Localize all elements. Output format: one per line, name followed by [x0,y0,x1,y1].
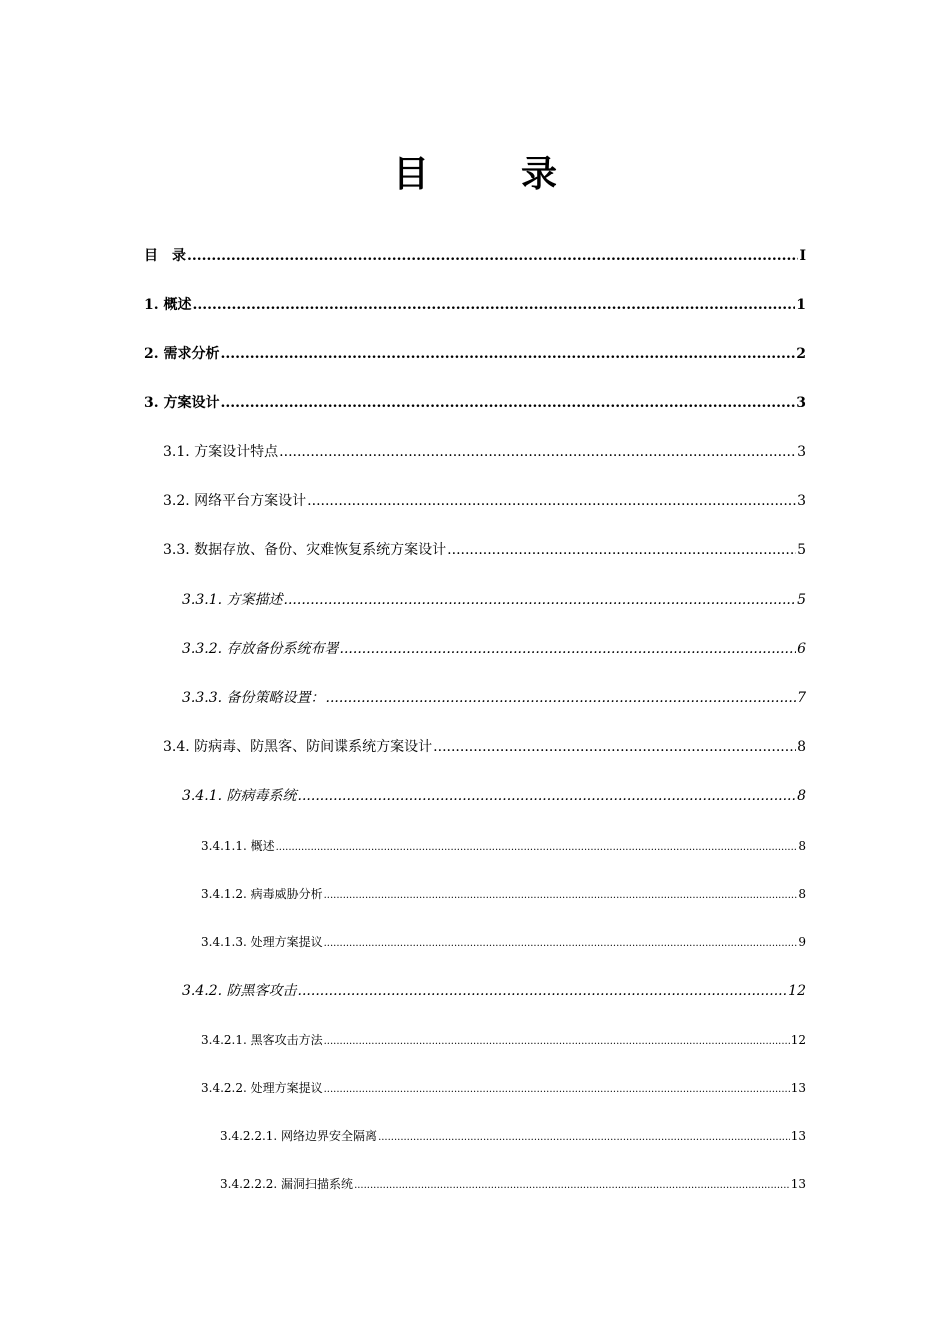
toc-entry-label: 3.1. 方案设计特点 [163,444,279,460]
toc-leader-dots [193,295,796,315]
toc-leader-dots [324,1033,790,1049]
toc-entry-label: 3.4. 防病毒、防黑客、防间谍系统方案设计 [163,739,433,755]
toc-entry-label: 1. 概述 [144,297,192,313]
toc-leader-dots [279,442,796,462]
toc-entry[interactable] [163,540,806,560]
toc-entry[interactable] [201,1031,806,1049]
toc-leader-dots [221,393,796,413]
toc-leader-dots [447,540,796,560]
toc-entry-label: 目 录 [144,248,186,264]
toc-entry-label: 3.4.1.1. 概述 [201,839,275,853]
toc-entry-label: 3.3.1. 方案描述 [182,592,283,608]
toc-entry[interactable] [182,786,806,806]
toc-leader-dots [326,688,797,708]
toc-entry[interactable] [144,344,806,364]
toc-entry[interactable] [163,737,806,757]
toc-entry-page: 3 [796,395,806,411]
toc-entry-label: 3.4.2. 防黑客攻击 [182,983,297,999]
toc-entry[interactable] [144,393,806,413]
toc-entry[interactable] [201,837,806,855]
toc-title: 目 录 [392,153,585,195]
toc-entry-label: 3.4.1. 防病毒系统 [182,788,297,804]
toc-entry-label: 3.4.2.1. 黑客攻击方法 [201,1033,323,1047]
toc-entry-page: 8 [798,887,806,901]
toc-entry-label: 3.4.2.2.1. 网络边界安全隔离 [220,1129,378,1143]
toc-entry-page: 7 [797,690,806,706]
toc-leader-dots [354,1177,790,1193]
toc-leader-dots [221,344,796,364]
toc-leader-dots [324,935,798,951]
toc-entry-page: I [799,248,806,264]
toc-leader-dots [324,1081,790,1097]
toc-entry-page: 9 [798,935,806,949]
toc-entry-label: 3.2. 网络平台方案设计 [163,493,307,509]
toc-entry-page: 2 [796,346,806,362]
toc-leader-dots [187,246,798,266]
toc-entry-page: 3 [797,444,806,460]
toc-entry-page: 5 [797,542,806,558]
toc-entry-label: 3.4.2.2.2. 漏洞扫描系统 [220,1177,354,1191]
toc-entry-page: 13 [790,1177,806,1191]
toc-entry-page: 13 [790,1129,806,1143]
toc-entry[interactable] [163,442,806,462]
toc-entry-label: 3.4.1.3. 处理方案提议 [201,935,323,949]
toc-entry-page: 12 [790,1033,806,1047]
toc-entry[interactable] [201,933,806,951]
toc-entry-label: 3.3.2. 存放备份系统布署 [182,641,339,657]
toc-entry[interactable] [201,1079,806,1097]
toc-entry-page: 12 [788,983,806,999]
toc-entry-page: 13 [790,1081,806,1095]
toc-leader-dots [298,786,797,806]
toc-entry-label: 3.3.3. 备份策略设置： [182,690,325,706]
toc-entry-page: 3 [797,493,806,509]
toc-entry-label: 3.3. 数据存放、备份、灾难恢复系统方案设计 [163,542,447,558]
toc-entry-label: 2. 需求分析 [144,346,220,362]
toc-entry-label: 3.4.1.2. 病毒威胁分析 [201,887,323,901]
toc-entry[interactable] [182,590,806,610]
toc-leader-dots [324,887,798,903]
toc-entry[interactable] [163,491,806,511]
toc-leader-dots [307,491,796,511]
toc-entry[interactable] [144,295,806,315]
toc-entry-page: 1 [796,297,806,313]
toc-leader-dots [433,737,796,757]
toc-entry-page: 8 [798,839,806,853]
toc-entry[interactable] [182,981,806,1001]
toc-entry[interactable] [220,1127,806,1145]
toc-entry[interactable] [182,688,806,708]
toc-entry-label: 3.4.2.2. 处理方案提议 [201,1081,323,1095]
toc-entry[interactable] [182,639,806,659]
toc-leader-dots [298,981,788,1001]
toc-leader-dots [276,839,798,855]
toc-entry-page: 8 [797,788,806,804]
toc-leader-dots [340,639,797,659]
toc-leader-dots [378,1129,790,1145]
toc-entry[interactable] [220,1175,806,1193]
toc-entry-page: 5 [797,592,806,608]
toc-leader-dots [284,590,797,610]
toc-entry[interactable] [201,885,806,903]
toc-entry-page: 6 [797,641,806,657]
toc-entry-label: 3. 方案设计 [144,395,220,411]
toc-entry-page: 8 [797,739,806,755]
toc-entry[interactable] [144,246,806,266]
